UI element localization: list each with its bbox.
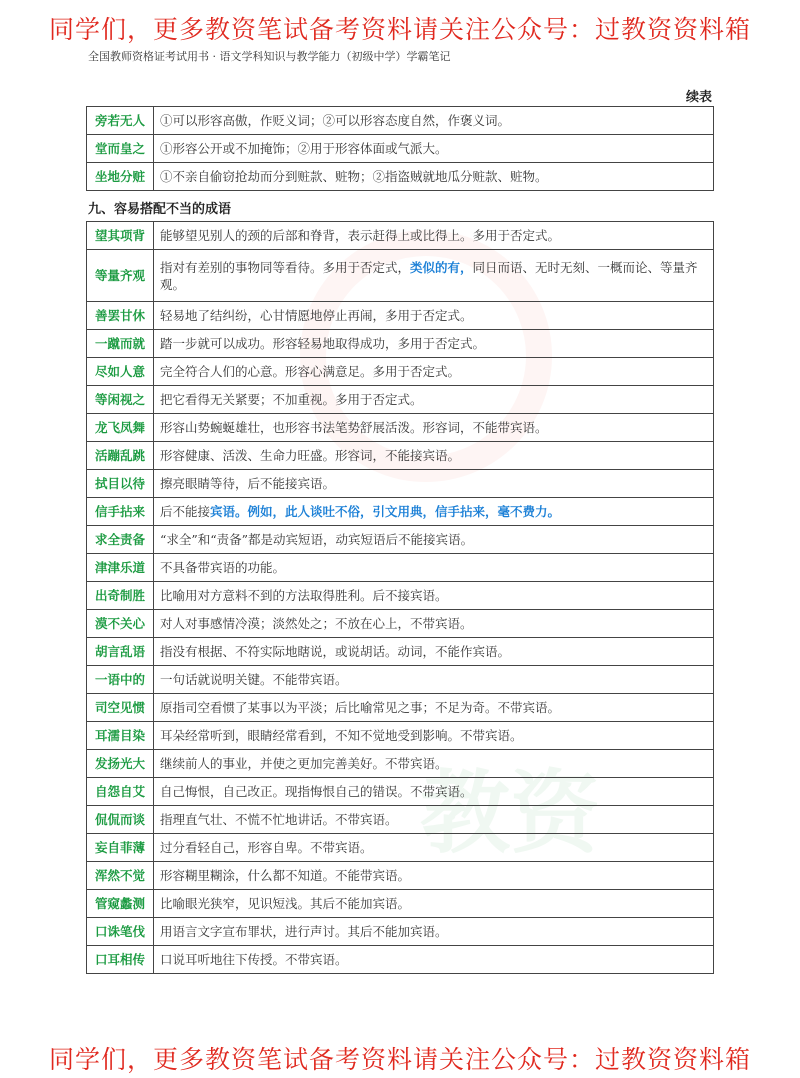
idiom-definition: 比喻用对方意料不到的方法取得胜利。后不接宾语。 xyxy=(154,582,714,610)
idiom-definition: 一句话就说明关键。不能带宾语。 xyxy=(154,666,714,694)
bottom-banner: 同学们，更多教资笔试备考资料请关注公众号：过教资资料箱 xyxy=(48,1045,751,1074)
table-row xyxy=(87,442,714,470)
idiom-definition xyxy=(154,250,714,302)
table-row xyxy=(87,918,714,946)
idiom-term: 堂而皇之 xyxy=(87,135,154,163)
table-row xyxy=(87,526,714,554)
table-row xyxy=(87,222,714,250)
idiom-term: 望其项背 xyxy=(87,222,154,250)
idiom-definition: 形容糊里糊涂，什么都不知道。不能带宾语。 xyxy=(154,862,714,890)
idiom-definition: 指理直气壮、不慌不忙地讲话。不带宾语。 xyxy=(154,806,714,834)
idiom-term: 出奇制胜 xyxy=(87,582,154,610)
definition-text: 指对有差别的事物同等看待。多用于否定式， xyxy=(160,259,411,275)
idiom-term: 旁若无人 xyxy=(87,107,154,135)
idiom-term: 一蹴而就 xyxy=(87,330,154,358)
table-row xyxy=(87,806,714,834)
table-row xyxy=(87,638,714,666)
idiom-term: 自怨自艾 xyxy=(87,778,154,806)
idiom-term: 耳濡目染 xyxy=(87,722,154,750)
idiom-definition xyxy=(154,498,714,526)
idiom-term: 津津乐道 xyxy=(87,554,154,582)
table-row xyxy=(87,722,714,750)
table-row xyxy=(87,750,714,778)
idiom-definition: ①不亲自偷窃抢劫而分到赃款、赃物；②指盗贼就地瓜分赃款、赃物。 xyxy=(154,163,714,191)
idiom-term: 口诛笔伐 xyxy=(87,918,154,946)
table-row xyxy=(87,778,714,806)
table-row xyxy=(87,386,714,414)
idiom-definition: 用语言文字宣布罪状，进行声讨。其后不能加宾语。 xyxy=(154,918,714,946)
continued-label: 续表 xyxy=(685,90,712,105)
idiom-term: 等量齐观 xyxy=(87,250,154,302)
idiom-definition: 对人对事感情冷漠；淡然处之；不放在心上，不带宾语。 xyxy=(154,610,714,638)
idiom-definition: 擦亮眼睛等待，后不能接宾语。 xyxy=(154,470,714,498)
idiom-term: 妄自菲薄 xyxy=(87,834,154,862)
highlight-text: 宾语。例如，此人谈吐不俗，引文用典，信手拈来，毫不费力。 xyxy=(210,504,561,519)
idiom-definition: 不具备带宾语的功能。 xyxy=(154,554,714,582)
idiom-definition: 过分看轻自己，形容自卑。不带宾语。 xyxy=(154,834,714,862)
book-subtitle: 全国教师资格证考试用书 · 语文学科知识与教学能力（初级中学）学霸笔记 xyxy=(88,50,451,63)
idiom-definition: 比喻眼光狭窄，见识短浅。其后不能加宾语。 xyxy=(154,890,714,918)
idiom-table-continued xyxy=(86,106,714,191)
idiom-definition: 自己悔恨，自己改正。现指悔恨自己的错误。不带宾语。 xyxy=(154,778,714,806)
idiom-definition: 把它看得无关紧要；不加重视。多用于否定式。 xyxy=(154,386,714,414)
idiom-term: 漠不关心 xyxy=(87,610,154,638)
idiom-definition: ①可以形容高傲，作贬义词；②可以形容态度自然，作褒义词。 xyxy=(154,107,714,135)
idiom-definition: 能够望见别人的颈的后部和脊背，表示赶得上或比得上。多用于否定式。 xyxy=(154,222,714,250)
watermark-mark: 教资 xyxy=(420,761,600,866)
table-row xyxy=(87,834,714,862)
table-row xyxy=(87,554,714,582)
idiom-term: 发扬光大 xyxy=(87,750,154,778)
table-row xyxy=(87,862,714,890)
idiom-definition: 口说耳听地往下传授。不带宾语。 xyxy=(154,946,714,974)
idiom-term: 等闲视之 xyxy=(87,386,154,414)
table-row xyxy=(87,107,714,135)
idiom-definition: 继续前人的事业，并使之更加完善美好。不带宾语。 xyxy=(154,750,714,778)
table-row xyxy=(87,414,714,442)
definition-text: 后不能接 xyxy=(160,504,211,519)
idiom-term: 善罢甘休 xyxy=(87,302,154,330)
section-title: 九、容易搭配不当的成语 xyxy=(88,202,232,217)
idiom-definition: 踏一步就可以成功。形容轻易地取得成功，多用于否定式。 xyxy=(154,330,714,358)
idiom-term: 求全责备 xyxy=(87,526,154,554)
idiom-term: 活蹦乱跳 xyxy=(87,442,154,470)
highlight-text: 类似的有， xyxy=(410,259,473,275)
table-row xyxy=(87,610,714,638)
idiom-term: 信手拈来 xyxy=(87,498,154,526)
table-row xyxy=(87,498,714,526)
idiom-term: 坐地分赃 xyxy=(87,163,154,191)
idiom-definition: 形容山势蜿蜒雄壮，也形容书法笔势舒展活泼。形容词，不能带宾语。 xyxy=(154,414,714,442)
idiom-definition: “求全”和“责备”都是动宾短语，动宾短语后不能接宾语。 xyxy=(154,526,714,554)
table-row xyxy=(87,358,714,386)
table-row xyxy=(87,666,714,694)
table-row xyxy=(87,694,714,722)
table-row xyxy=(87,330,714,358)
idiom-definition: ①形容公开或不加掩饰；②用于形容体面或气派大。 xyxy=(154,135,714,163)
idiom-definition: 轻易地了结纠纷，心甘情愿地停止再闹，多用于否定式。 xyxy=(154,302,714,330)
table-row xyxy=(87,582,714,610)
idiom-term: 浑然不觉 xyxy=(87,862,154,890)
table-row xyxy=(87,946,714,974)
idiom-term: 拭目以待 xyxy=(87,470,154,498)
table-row xyxy=(87,163,714,191)
idiom-definition: 指没有根据、不符实际地瞎说，或说胡话。动词，不能作宾语。 xyxy=(154,638,714,666)
table-row xyxy=(87,135,714,163)
idiom-definition: 形容健康、活泼、生命力旺盛。形容词，不能接宾语。 xyxy=(154,442,714,470)
table-row xyxy=(87,302,714,330)
idiom-term: 侃侃而谈 xyxy=(87,806,154,834)
idiom-term: 尽如人意 xyxy=(87,358,154,386)
table-row xyxy=(87,250,714,302)
idiom-term: 管窥蠡测 xyxy=(87,890,154,918)
definition-text: 同日而语、无时无刻、一概而论、等量齐观。 xyxy=(160,259,698,292)
idiom-definition: 原指司空看惯了某事以为平淡；后比喻常见之事；不足为奇。不带宾语。 xyxy=(154,694,714,722)
idiom-term: 胡言乱语 xyxy=(87,638,154,666)
idiom-table-collocation xyxy=(86,221,714,974)
idiom-definition: 耳朵经常听到，眼睛经常看到，不知不觉地受到影响。不带宾语。 xyxy=(154,722,714,750)
idiom-term: 一语中的 xyxy=(87,666,154,694)
table-row xyxy=(87,470,714,498)
idiom-definition: 完全符合人们的心意。形容心满意足。多用于否定式。 xyxy=(154,358,714,386)
idiom-term: 司空见惯 xyxy=(87,694,154,722)
top-banner: 同学们，更多教资笔试备考资料请关注公众号：过教资资料箱 xyxy=(48,15,751,44)
idiom-term: 口耳相传 xyxy=(87,946,154,974)
idiom-term: 龙飞凤舞 xyxy=(87,414,154,442)
table-row xyxy=(87,890,714,918)
